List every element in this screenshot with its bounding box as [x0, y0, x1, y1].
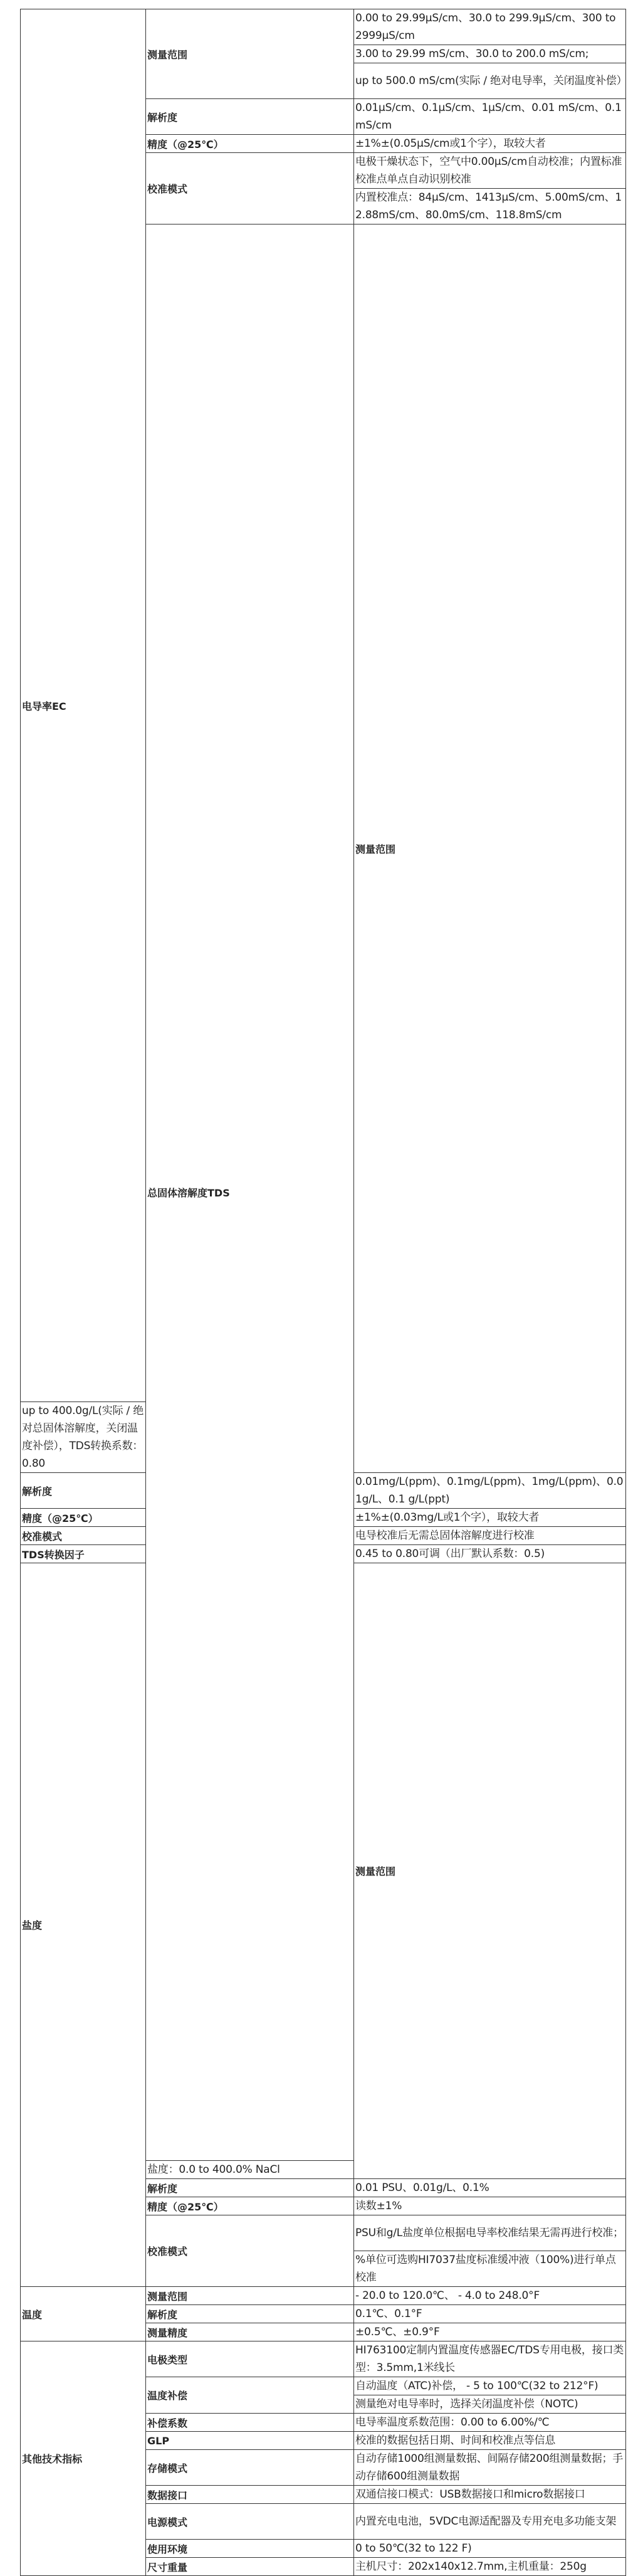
- param-temp-resolution: 解析度: [146, 2305, 354, 2323]
- value-cell: 主机尺寸：202x140x12.7mm,主机重量：250g: [354, 2558, 626, 2576]
- value-cell: PSU和g/L盐度单位根据电导率校准结果无需再进行校准；: [354, 2215, 626, 2251]
- param-tds-accuracy: 精度（@25℃）: [21, 1509, 146, 1527]
- category-salinity: 盐度: [21, 1563, 146, 2287]
- value-cell: 电导校准后无需总固体溶解度进行校准: [354, 1527, 626, 1545]
- param-size-weight: 尺寸重量: [146, 2558, 354, 2576]
- value-cell: 测量绝对电导率时，选择关闭温度补偿（NOTC): [354, 2395, 626, 2414]
- param-ec-resolution: 解析度: [146, 99, 354, 135]
- param-temp-range: 测量范围: [146, 2287, 354, 2305]
- spec-table: [20, 9, 626, 2576]
- value-cell: 自动温度（ATC)补偿， - 5 to 100℃(32 to 212°F): [354, 2377, 626, 2395]
- category-other: 其他技术指标: [21, 2341, 146, 2576]
- value-cell: 内置充电电池，5VDC电源适配器及专用充电多功能支架: [354, 2504, 626, 2540]
- value-cell: 0 to 50℃(32 to 122 F): [354, 2540, 626, 2558]
- param-tds-resolution: 解析度: [21, 1473, 146, 1509]
- value-cell: 读数±1%: [354, 2197, 626, 2215]
- value-cell: %单位可选购HI7037盐度标准缓冲液（100%)进行单点校准: [354, 2251, 626, 2287]
- param-temp-compensation: 温度补偿: [146, 2377, 354, 2414]
- value-cell: up to 400.0g/L(实际 / 绝对总固体溶解度，关闭温度补偿），TDS转换系数：0.80: [21, 1402, 146, 1473]
- param-power-mode: 电源模式: [146, 2504, 354, 2540]
- value-cell: 0.00 to 29.99μS/cm、30.0 to 299.9μS/cm、300 to 2999μS/cm: [354, 9, 626, 45]
- param-salinity-resolution: 解析度: [146, 2179, 354, 2197]
- param-compensation-coef: 补偿系数: [146, 2414, 354, 2432]
- value-cell: 自动存储1000组测量数据、间隔存储200组测量数据；手动存储600组测量数据: [354, 2450, 626, 2486]
- param-electrode-type: 电极类型: [146, 2341, 354, 2377]
- value-cell: ±0.5℃、±0.9°F: [354, 2323, 626, 2341]
- value-cell: - 20.0 to 120.0℃、 - 4.0 to 248.0°F: [354, 2287, 626, 2305]
- value-cell: 3.00 to 29.99 mS/cm、30.0 to 200.0 mS/cm;: [354, 45, 626, 63]
- param-salinity-accuracy: 精度（@25℃）: [146, 2197, 354, 2215]
- param-storage-mode: 存储模式: [146, 2450, 354, 2486]
- value-cell: HI763100定制内置温度传感器EC/TDS专用电极，接口类型：3.5mm,1米线长: [354, 2341, 626, 2377]
- param-tds-calibration: 校准模式: [21, 1527, 146, 1545]
- param-ec-accuracy: 精度（@25℃）: [146, 135, 354, 153]
- param-environment: 使用环境: [146, 2540, 354, 2558]
- value-cell: 电导率温度系数范围：0.00 to 6.00%/℃: [354, 2414, 626, 2432]
- param-salinity-range: 测量范围: [354, 1563, 626, 2179]
- value-cell: ±1%±(0.05μS/cm或1个字），取较大者: [354, 135, 626, 153]
- value-cell: 0.45 to 0.80可调（出厂默认系数：0.5): [354, 1545, 626, 1563]
- value-cell: 校准的数据包括日期、时间和校准点等信息: [354, 2432, 626, 2450]
- param-ec-calibration: 校准模式: [146, 153, 354, 224]
- value-cell: 0.01 PSU、0.01g/L、0.1%: [354, 2179, 626, 2197]
- param-tds-factor: TDS转换因子: [21, 1545, 146, 1563]
- param-ec-range: 测量范围: [146, 9, 354, 99]
- category-ec: 电导率EC: [21, 9, 146, 1402]
- value-cell: 0.1℃、0.1°F: [354, 2305, 626, 2323]
- category-temperature: 温度: [21, 2287, 146, 2341]
- value-cell: up to 500.0 mS/cm(实际 / 绝对电导率，关闭温度补偿）: [354, 63, 626, 99]
- value-cell: 0.01μS/cm、0.1μS/cm、1μS/cm、0.01 mS/cm、0.1 mS/cm: [354, 99, 626, 135]
- value-cell: 双通信接口模式：USB数据接口和micro数据接口: [354, 2486, 626, 2504]
- param-data-interface: 数据接口: [146, 2486, 354, 2504]
- category-tds: 总固体溶解度TDS: [146, 224, 354, 2161]
- value-cell: 内置校准点：84μS/cm、1413μS/cm、5.00mS/cm、12.88mS/cm、80.0mS/cm、118.8mS/cm: [354, 189, 626, 224]
- value-cell: ±1%±(0.03mg/L或1个字），取较大者: [354, 1509, 626, 1527]
- param-temp-accuracy: 测量精度: [146, 2323, 354, 2341]
- param-glp: GLP: [146, 2432, 354, 2450]
- param-tds-range: 测量范围: [354, 224, 626, 1473]
- param-salinity-calibration: 校准模式: [146, 2215, 354, 2287]
- value-cell: 0.01mg/L(ppm)、0.1mg/L(ppm)、1mg/L(ppm)、0.01g/L、0.1 g/L(ppt): [354, 1473, 626, 1509]
- value-cell: 盐度：0.0 to 400.0% NaCl: [146, 2161, 354, 2179]
- value-cell: 电极干燥状态下，空气中0.00μS/cm自动校准；内置标准校准点单点自动识别校准: [354, 153, 626, 189]
